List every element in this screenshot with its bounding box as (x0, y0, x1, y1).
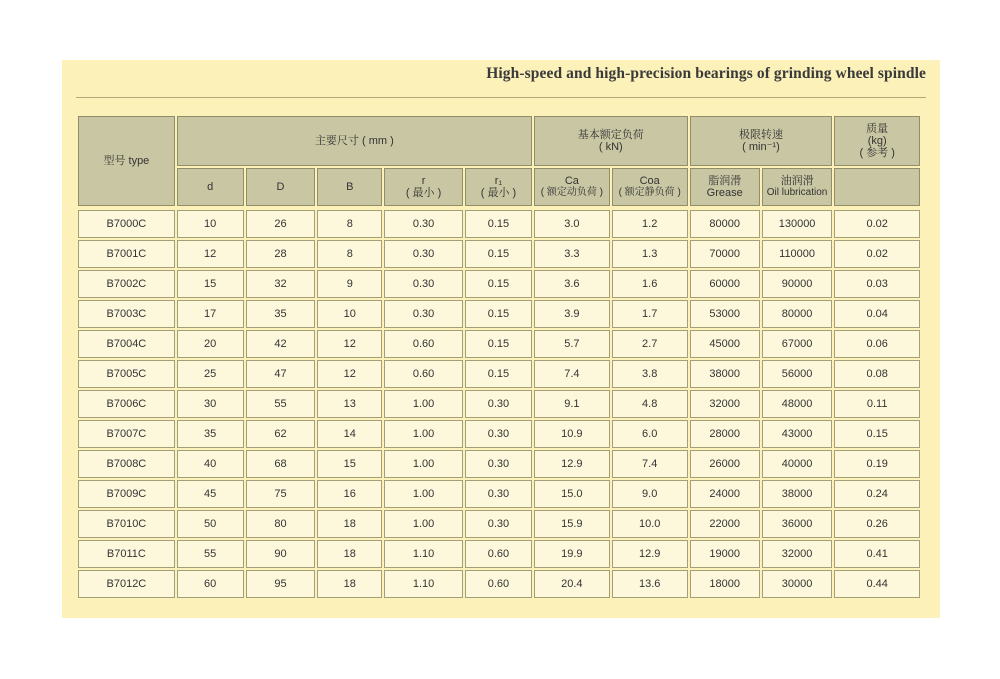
cell-coa: 13.6 (612, 570, 688, 598)
header-r1-symbol: r₁ (494, 175, 503, 187)
cell-r: 1.00 (384, 420, 463, 448)
header-r1-note: ( 最小 ) (480, 187, 517, 199)
cell-oil: 30000 (762, 570, 832, 598)
header-basic-load (534, 116, 688, 166)
table-row (78, 570, 920, 598)
cell-ca: 15.0 (534, 480, 610, 508)
cell-grease: 80000 (690, 210, 760, 238)
cell-d: 50 (177, 510, 244, 538)
cell-r: 0.30 (384, 240, 463, 268)
header-oil (762, 168, 832, 206)
cell-mass: 0.26 (834, 510, 920, 538)
cell-coa: 12.9 (612, 540, 688, 568)
cell-type: B7002C (78, 270, 175, 298)
header-B: B (317, 168, 382, 206)
cell-D: 47 (246, 360, 316, 388)
cell-B: 8 (317, 210, 382, 238)
cell-mass: 0.02 (834, 210, 920, 238)
table-row (78, 480, 920, 508)
cell-ca: 7.4 (534, 360, 610, 388)
cell-ca: 20.4 (534, 570, 610, 598)
cell-coa: 1.7 (612, 300, 688, 328)
cell-oil: 130000 (762, 210, 832, 238)
cell-grease: 60000 (690, 270, 760, 298)
cell-B: 10 (317, 300, 382, 328)
header-r-symbol: r (421, 175, 426, 187)
cell-grease: 28000 (690, 420, 760, 448)
cell-oil: 38000 (762, 480, 832, 508)
cell-D: 32 (246, 270, 316, 298)
table-row (78, 390, 920, 418)
header-coa (612, 168, 688, 206)
cell-type: B7009C (78, 480, 175, 508)
header-coa-note: ( 额定静负荷 ) (618, 187, 681, 198)
cell-r1: 0.60 (465, 540, 532, 568)
cell-d: 35 (177, 420, 244, 448)
table-row (78, 270, 920, 298)
cell-mass: 0.11 (834, 390, 920, 418)
cell-grease: 53000 (690, 300, 760, 328)
cell-r1: 0.15 (465, 270, 532, 298)
cell-coa: 4.8 (612, 390, 688, 418)
cell-r1: 0.60 (465, 570, 532, 598)
cell-ca: 3.3 (534, 240, 610, 268)
cell-d: 30 (177, 390, 244, 418)
catalog-sheet (62, 60, 940, 618)
header-speed-title: 极限转速 (738, 129, 783, 141)
header-r-note: ( 最小 ) (405, 187, 442, 199)
header-ca (534, 168, 610, 206)
table-row (78, 510, 920, 538)
cell-B: 13 (317, 390, 382, 418)
header-grease (690, 168, 760, 206)
cell-r: 0.30 (384, 300, 463, 328)
header-main-dimensions-label: 主要尺寸 ( mm ) (314, 135, 394, 147)
cell-d: 17 (177, 300, 244, 328)
cell-mass: 0.02 (834, 240, 920, 268)
cell-oil: 40000 (762, 450, 832, 478)
table-row (78, 360, 920, 388)
cell-r: 1.00 (384, 390, 463, 418)
cell-B: 18 (317, 540, 382, 568)
cell-coa: 2.7 (612, 330, 688, 358)
cell-coa: 1.3 (612, 240, 688, 268)
cell-r: 0.60 (384, 330, 463, 358)
cell-B: 8 (317, 240, 382, 268)
cell-d: 15 (177, 270, 244, 298)
cell-grease: 26000 (690, 450, 760, 478)
cell-ca: 19.9 (534, 540, 610, 568)
header-grease-en: Grease (706, 187, 743, 199)
cell-mass: 0.03 (834, 270, 920, 298)
cell-type: B7008C (78, 450, 175, 478)
header-coa-symbol: Coa (639, 175, 660, 187)
cell-type: B7012C (78, 570, 175, 598)
cell-D: 42 (246, 330, 316, 358)
header-main-dimensions (177, 116, 532, 166)
header-mass-unit: (kg) (867, 135, 887, 147)
cell-d: 10 (177, 210, 244, 238)
cell-grease: 18000 (690, 570, 760, 598)
cell-ca: 3.0 (534, 210, 610, 238)
cell-D: 62 (246, 420, 316, 448)
table-row (78, 210, 920, 238)
cell-r: 1.00 (384, 450, 463, 478)
cell-mass: 0.19 (834, 450, 920, 478)
cell-oil: 43000 (762, 420, 832, 448)
cell-B: 18 (317, 510, 382, 538)
header-type-label: 型号 type (103, 155, 150, 167)
cell-mass: 0.04 (834, 300, 920, 328)
cell-r: 1.10 (384, 540, 463, 568)
cell-type: B7010C (78, 510, 175, 538)
cell-oil: 56000 (762, 360, 832, 388)
header-mass-blank (834, 168, 920, 206)
cell-ca: 3.9 (534, 300, 610, 328)
cell-r1: 0.30 (465, 450, 532, 478)
cell-ca: 15.9 (534, 510, 610, 538)
cell-d: 25 (177, 360, 244, 388)
cell-r: 1.10 (384, 570, 463, 598)
cell-r1: 0.15 (465, 360, 532, 388)
bearing-spec-table (76, 114, 922, 600)
cell-d: 45 (177, 480, 244, 508)
cell-type: B7007C (78, 420, 175, 448)
header-ca-note: ( 额定动负荷 ) (540, 187, 603, 198)
cell-mass: 0.08 (834, 360, 920, 388)
cell-r1: 0.15 (465, 300, 532, 328)
cell-oil: 110000 (762, 240, 832, 268)
cell-mass: 0.15 (834, 420, 920, 448)
cell-ca: 9.1 (534, 390, 610, 418)
cell-d: 55 (177, 540, 244, 568)
header-mass-note: ( 参考 ) (859, 147, 895, 159)
cell-D: 75 (246, 480, 316, 508)
header-r1 (465, 168, 532, 206)
header-mass-title: 质量 (866, 123, 889, 135)
cell-B: 18 (317, 570, 382, 598)
cell-grease: 70000 (690, 240, 760, 268)
cell-grease: 45000 (690, 330, 760, 358)
header-load-unit: ( kN) (598, 141, 623, 153)
table-row (78, 540, 920, 568)
cell-grease: 24000 (690, 480, 760, 508)
cell-B: 16 (317, 480, 382, 508)
page-title: High-speed and high-precision bearings of grinding wheel spindle (486, 65, 926, 82)
header-type (78, 116, 175, 206)
header-mass (834, 116, 920, 166)
cell-grease: 19000 (690, 540, 760, 568)
cell-r1: 0.30 (465, 390, 532, 418)
cell-oil: 48000 (762, 390, 832, 418)
cell-oil: 32000 (762, 540, 832, 568)
table-row (78, 240, 920, 268)
cell-B: 15 (317, 450, 382, 478)
cell-type: B7001C (78, 240, 175, 268)
cell-r1: 0.30 (465, 510, 532, 538)
cell-ca: 10.9 (534, 420, 610, 448)
cell-mass: 0.06 (834, 330, 920, 358)
cell-coa: 10.0 (612, 510, 688, 538)
cell-D: 28 (246, 240, 316, 268)
cell-r1: 0.15 (465, 210, 532, 238)
cell-ca: 3.6 (534, 270, 610, 298)
header-r (384, 168, 463, 206)
cell-ca: 5.7 (534, 330, 610, 358)
cell-B: 12 (317, 330, 382, 358)
cell-r: 0.30 (384, 270, 463, 298)
cell-type: B7005C (78, 360, 175, 388)
header-load-title: 基本额定负荷 (577, 129, 644, 141)
header-speed-unit: ( min⁻¹) (742, 141, 780, 153)
cell-coa: 9.0 (612, 480, 688, 508)
cell-D: 26 (246, 210, 316, 238)
cell-coa: 3.8 (612, 360, 688, 388)
title-divider (76, 97, 926, 98)
cell-d: 60 (177, 570, 244, 598)
cell-oil: 80000 (762, 300, 832, 328)
cell-oil: 90000 (762, 270, 832, 298)
header-limit-speed (690, 116, 833, 166)
cell-r1: 0.15 (465, 330, 532, 358)
cell-coa: 1.6 (612, 270, 688, 298)
cell-r: 0.30 (384, 210, 463, 238)
cell-D: 68 (246, 450, 316, 478)
header-d: d (177, 168, 244, 206)
cell-mass: 0.44 (834, 570, 920, 598)
cell-r1: 0.15 (465, 240, 532, 268)
cell-B: 9 (317, 270, 382, 298)
cell-r1: 0.30 (465, 420, 532, 448)
cell-type: B7006C (78, 390, 175, 418)
cell-mass: 0.41 (834, 540, 920, 568)
cell-r: 1.00 (384, 480, 463, 508)
cell-grease: 22000 (690, 510, 760, 538)
cell-r: 0.60 (384, 360, 463, 388)
cell-D: 80 (246, 510, 316, 538)
cell-oil: 36000 (762, 510, 832, 538)
cell-coa: 1.2 (612, 210, 688, 238)
header-oil-cn: 油润滑 (780, 175, 814, 187)
cell-type: B7003C (78, 300, 175, 328)
cell-oil: 67000 (762, 330, 832, 358)
cell-B: 14 (317, 420, 382, 448)
table-body (78, 208, 920, 598)
cell-grease: 38000 (690, 360, 760, 388)
cell-D: 55 (246, 390, 316, 418)
cell-coa: 7.4 (612, 450, 688, 478)
cell-D: 90 (246, 540, 316, 568)
cell-r1: 0.30 (465, 480, 532, 508)
cell-r: 1.00 (384, 510, 463, 538)
cell-mass: 0.24 (834, 480, 920, 508)
cell-D: 35 (246, 300, 316, 328)
cell-B: 12 (317, 360, 382, 388)
cell-grease: 32000 (690, 390, 760, 418)
cell-d: 20 (177, 330, 244, 358)
cell-d: 12 (177, 240, 244, 268)
cell-D: 95 (246, 570, 316, 598)
header-ca-symbol: Ca (564, 175, 579, 187)
header-oil-en: Oil lubrication (766, 187, 828, 198)
table-row (78, 450, 920, 478)
table-row (78, 300, 920, 328)
cell-type: B7000C (78, 210, 175, 238)
cell-coa: 6.0 (612, 420, 688, 448)
cell-d: 40 (177, 450, 244, 478)
cell-ca: 12.9 (534, 450, 610, 478)
header-grease-cn: 脂润滑 (708, 175, 742, 187)
table-row (78, 330, 920, 358)
cell-type: B7004C (78, 330, 175, 358)
header-D: D (246, 168, 316, 206)
table-row (78, 420, 920, 448)
cell-type: B7011C (78, 540, 175, 568)
